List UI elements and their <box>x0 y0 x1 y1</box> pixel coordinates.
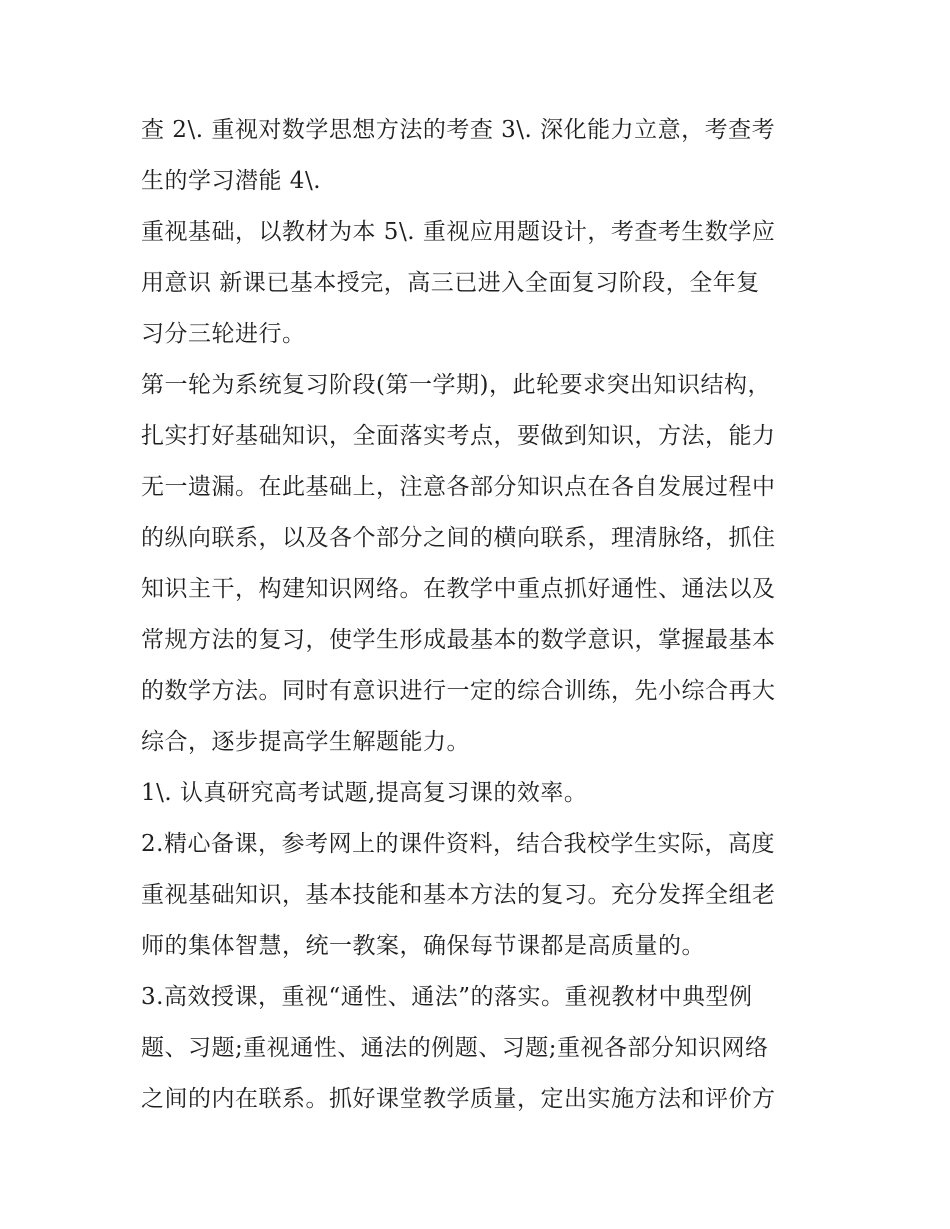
text-line-4: 用意识 新课已基本授完，高三已进入全面复习阶段，全年复 <box>141 270 760 296</box>
text-line-1: 查 2\. 重视对数学思想方法的考查 3\. 深化能力立意，考查考 <box>141 117 776 143</box>
text-line-13: 综合，逐步提高学生解题能力。 <box>141 729 470 755</box>
text-line-11: 常规方法的复习，使学生形成最基本的数学意识，掌握最基本 <box>141 627 776 653</box>
text-line-10: 知识主干，构建知识网络。在教学中重点抓好通性、通法以及 <box>141 576 776 602</box>
text-line-15: 2.精心备课，参考网上的课件资料，结合我校学生实际，高度 <box>141 831 775 857</box>
text-line-8: 无一遗漏。在此基础上，注意各部分知识点在各自发展过程中 <box>141 474 776 500</box>
text-line-20: 之间的内在联系。抓好课堂教学质量，定出实施方法和评价方 <box>141 1086 776 1112</box>
text-line-2: 生的学习潜能 4\. <box>141 168 322 194</box>
text-line-14: 1\. 认真研究高考试题,提高复习课的效率。 <box>141 780 588 806</box>
text-line-9: 的纵向联系，以及各个部分之间的横向联系，理清脉络，抓住 <box>141 525 776 551</box>
text-line-7: 扎实打好基础知识，全面落实考点，要做到知识，方法，能力 <box>141 423 776 449</box>
text-line-19: 题、习题;重视通性、通法的例题、习题;重视各部分知识网络 <box>141 1035 769 1061</box>
text-line-17: 师的集体智慧，统一教案，确保每节课都是高质量的。 <box>141 933 705 959</box>
text-line-16: 重视基础知识，基本技能和基本方法的复习。充分发挥全组老 <box>141 882 776 908</box>
body-text <box>141 105 821 1125</box>
text-line-3: 重视基础，以教材为本 5\. 重视应用题设计，考查考生数学应 <box>141 219 776 245</box>
text-line-18: 3.高效授课，重视“通性、通法”的落实。重视教材中典型例 <box>141 984 753 1010</box>
text-line-6: 第一轮为系统复习阶段(第一学期)，此轮要求突出知识结构， <box>141 372 771 398</box>
text-line-12: 的数学方法。同时有意识进行一定的综合训练，先小综合再大 <box>141 678 776 704</box>
text-line-5: 习分三轮进行。 <box>141 321 306 347</box>
